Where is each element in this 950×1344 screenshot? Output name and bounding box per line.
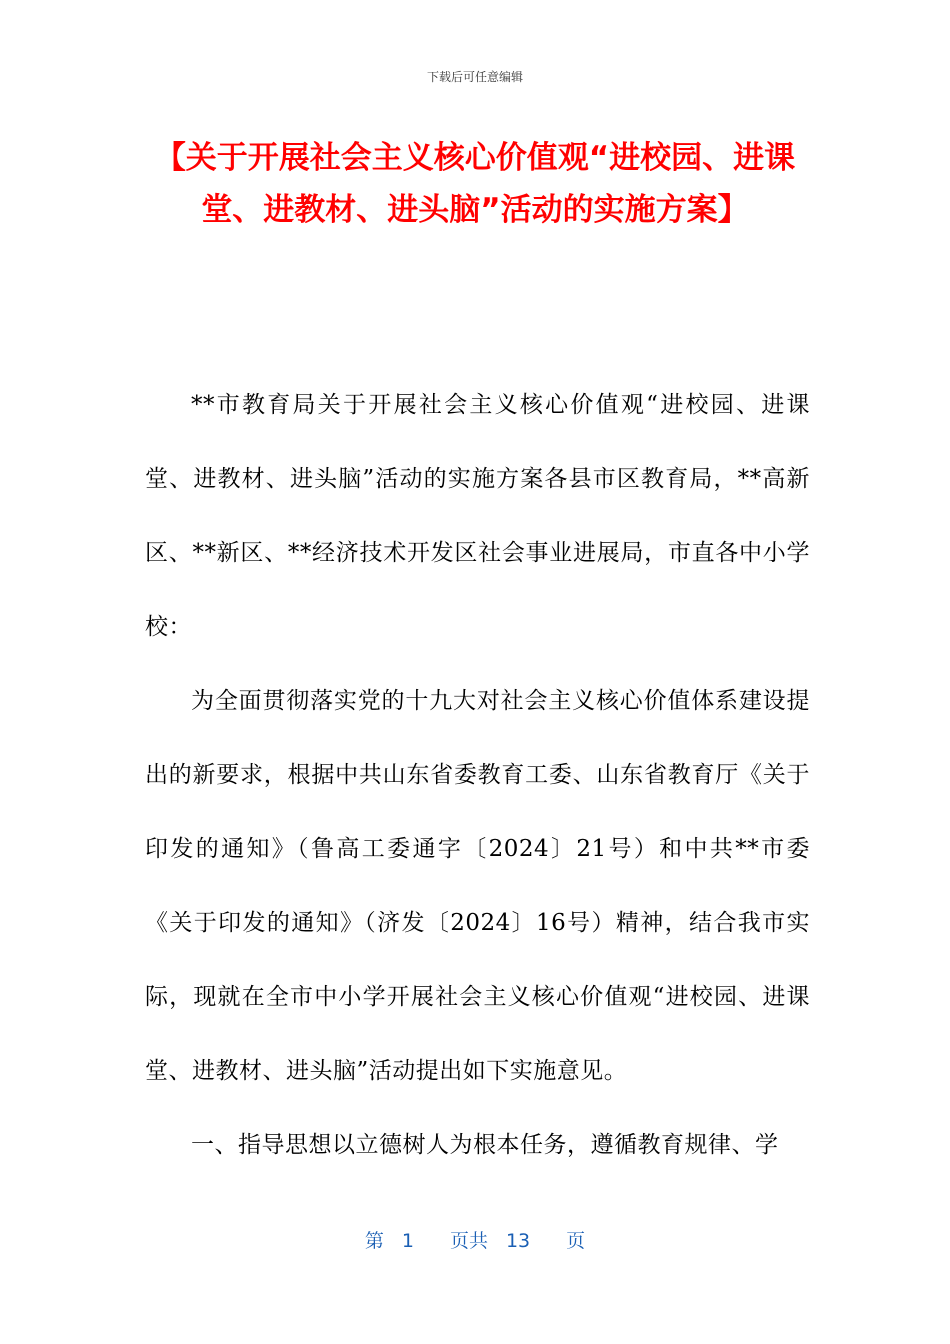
paragraph-guiding-ideology: 一、指导思想以立德树人为根本任务，遵循教育规律、学 bbox=[191, 1132, 779, 1158]
page-prefix: 第 bbox=[364, 1230, 384, 1252]
paragraph-purpose: 为全面贯彻落实党的十九大对社会主义核心价值体系建设提出的新要求，根据中共山东省委教育工委、山东省教育厅《关于印发的通知》（鲁高工委通字〔2024〕21号）和中共**市委《关于印发的通知》（济发〔2024〕16号）精神，结合我市实际，现就在全市中小学开展社会主义核心价值观“进校园、进课堂、进教材、进头脑”活动提出如下实施意见。 bbox=[145, 688, 810, 1084]
page-middle: 页共 bbox=[449, 1230, 488, 1252]
paragraph-addressee: **市教育局关于开展社会主义核心价值观“进校园、进课堂、进教材、进头脑”活动的实施方案各县市区教育局，**高新区、**新区、**经济技术开发区社会事业进展局，市直各中小学校： bbox=[145, 392, 810, 640]
document-title: 【关于开展社会主义核心价值观“进校园、进课堂、进教材、进头脑”活动的实施方案】 bbox=[154, 140, 796, 228]
document-body bbox=[145, 368, 810, 1182]
page-total: 13 bbox=[505, 1230, 531, 1252]
header-note: 下载后可任意编辑 bbox=[426, 70, 523, 84]
page-current: 1 bbox=[401, 1230, 414, 1252]
page-suffix: 页 bbox=[566, 1230, 586, 1252]
page-number-footer bbox=[0, 1226, 950, 1253]
